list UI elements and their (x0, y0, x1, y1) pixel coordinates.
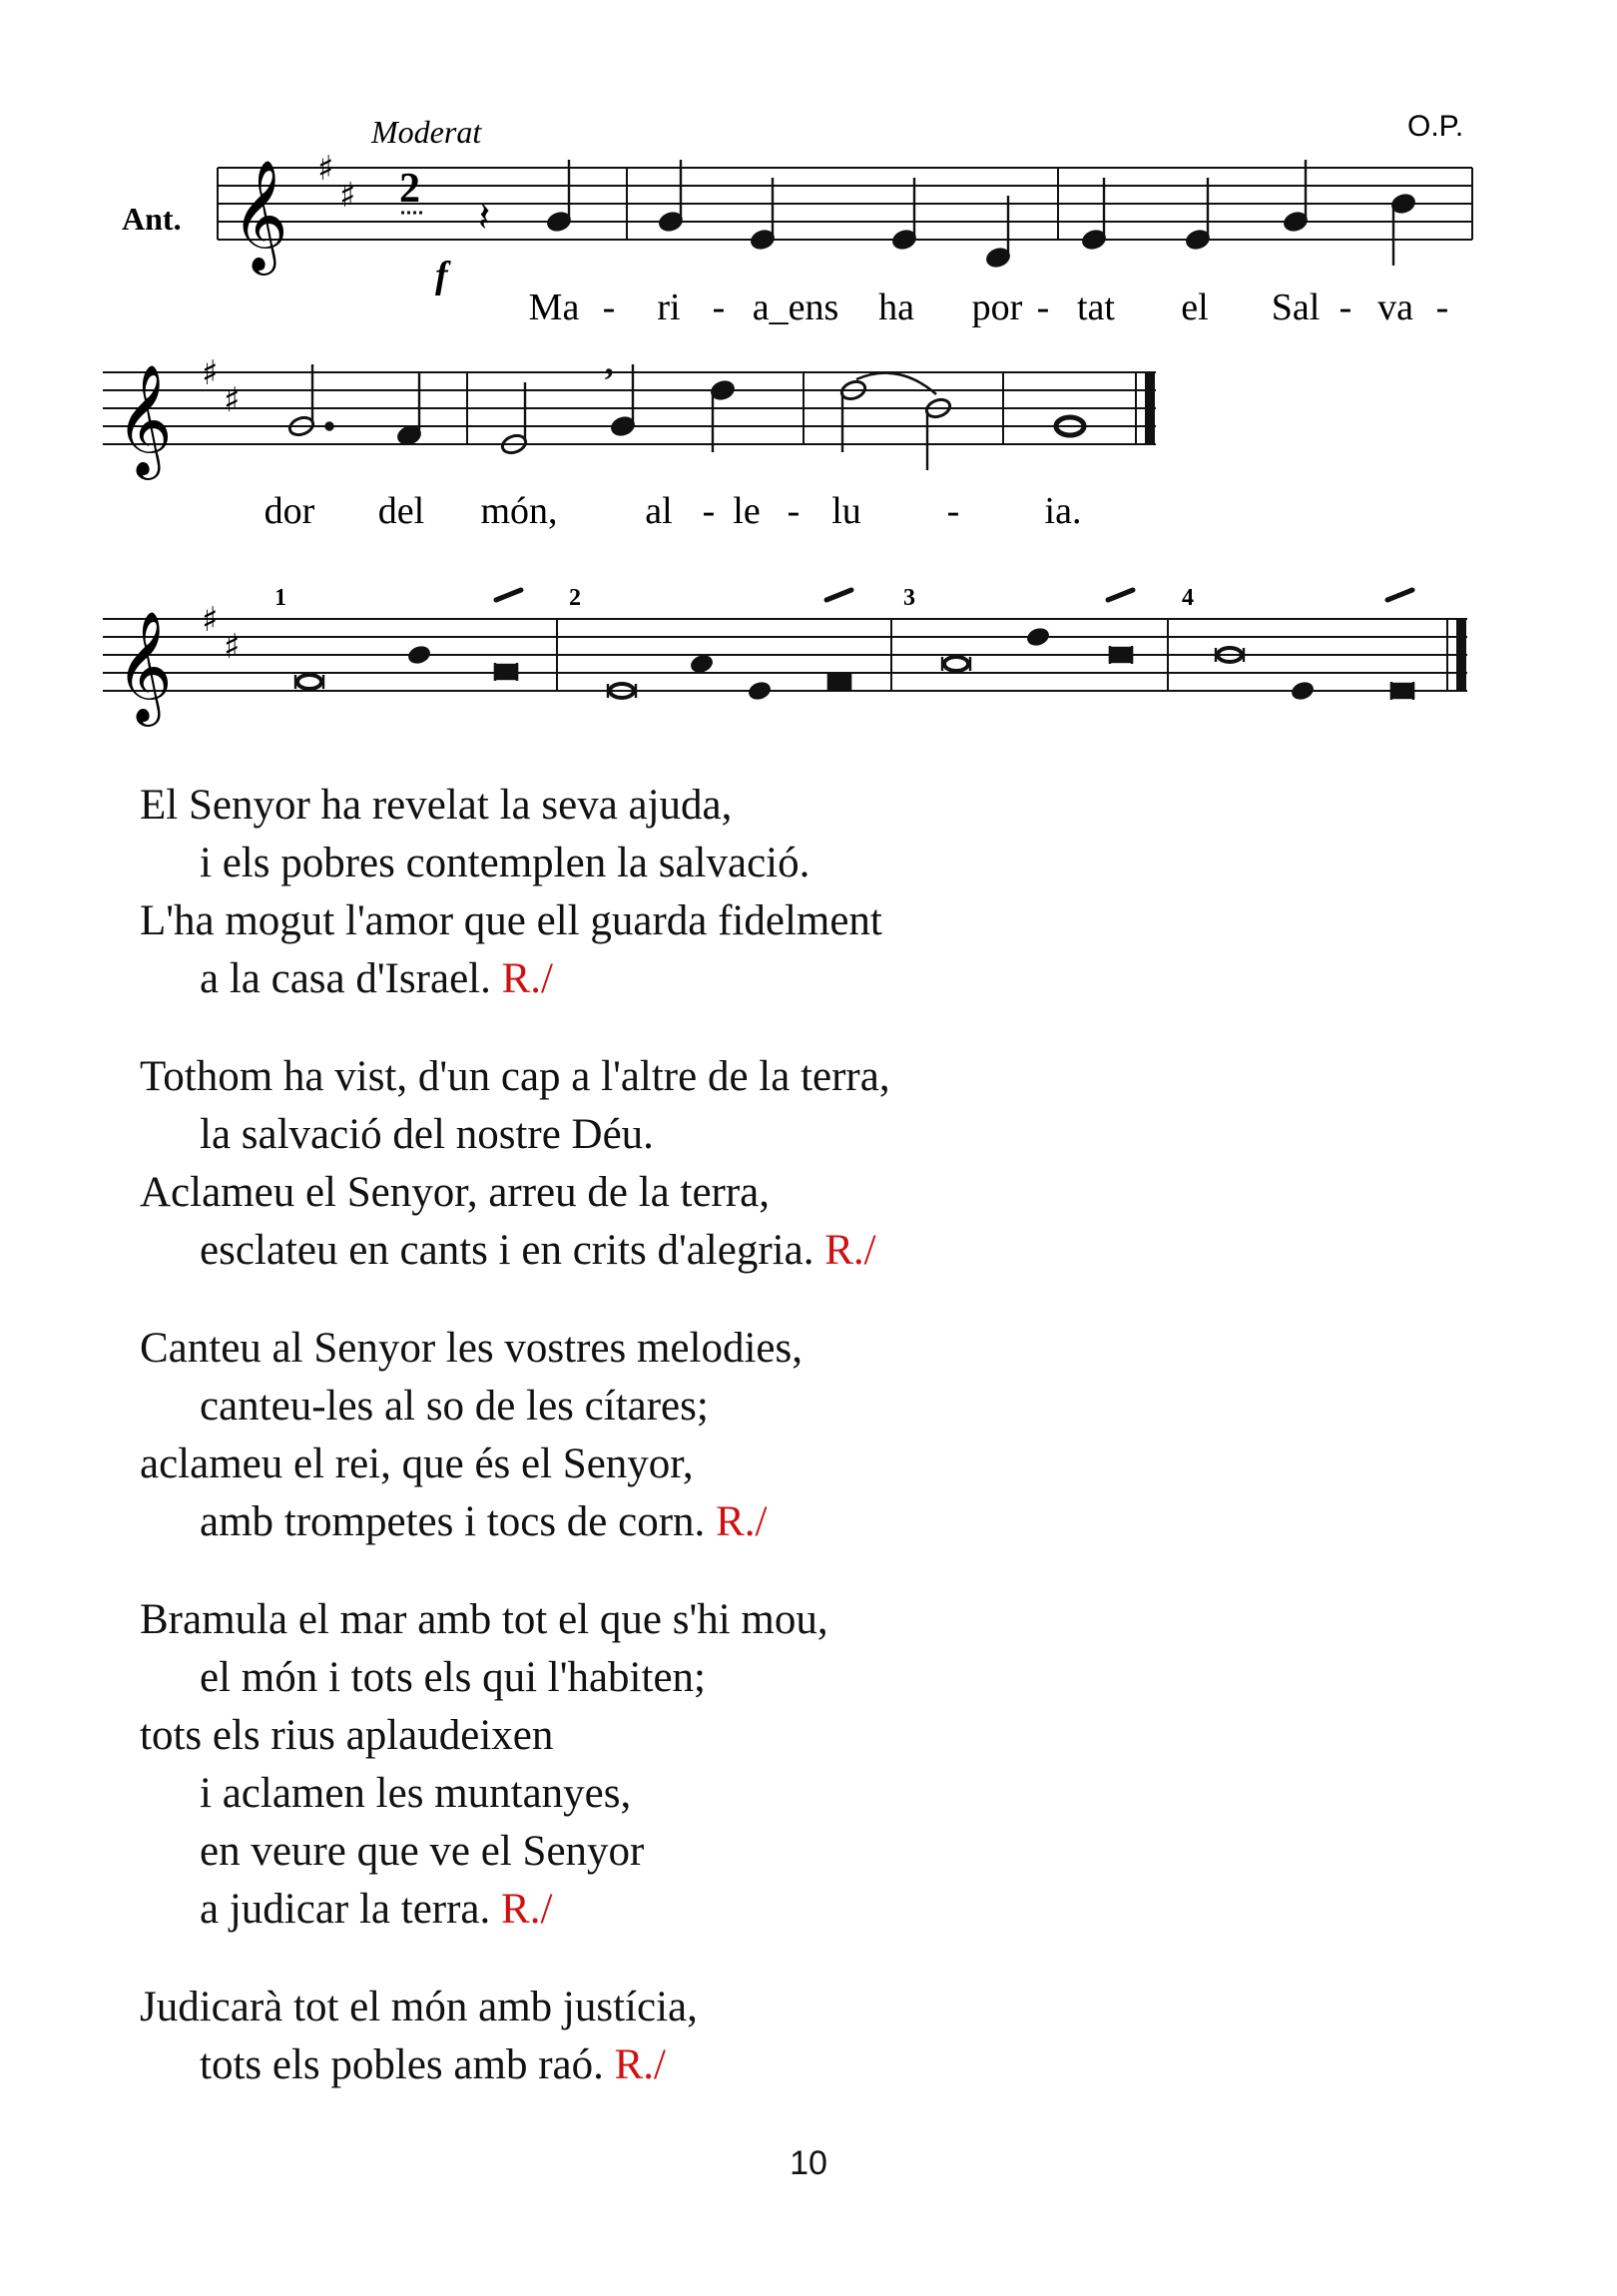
lyric-syllable: dor (264, 490, 315, 532)
verse-line: canteu-les al so de les cítares; (200, 1383, 709, 1430)
response-marker: R./ (716, 1498, 768, 1545)
verse-line: i els pobres contemplen la salvació. (200, 840, 810, 886)
verse-line: Tothom ha vist, d'un cap a l'altre de la terra, (140, 1053, 890, 1100)
lyric-syllable: - (602, 287, 616, 328)
breath-mark: ’ (603, 360, 615, 400)
tempo-marking: Moderat (371, 114, 482, 150)
verse-line: Canteu al Senyor les vostres melodies, (140, 1325, 803, 1372)
staff-3 (103, 619, 1467, 691)
dynamic-marking: f (435, 255, 448, 296)
verse-line: Bramula el mar amb tot el que s'hi mou, (140, 1596, 828, 1643)
response-marker: R./ (501, 955, 553, 1002)
svg-text:♯: ♯ (202, 353, 219, 393)
verse-line: a la casa d'Israel. R./ (200, 955, 553, 1002)
breve-note (828, 675, 850, 689)
svg-text:♯: ♯ (317, 149, 334, 189)
accent-marks (496, 590, 1412, 600)
lyric-syllable: le (733, 490, 761, 532)
verse-line: Judicarà tot el món amb justícia, (140, 1984, 698, 2030)
svg-text:♯: ♯ (224, 627, 241, 667)
note-head (748, 681, 772, 701)
tone-number: 3 (903, 585, 915, 611)
treble-clef-icon: 𝄞 (116, 363, 173, 475)
lyric-syllable: tat (1077, 287, 1115, 328)
lyric-syllable: va (1377, 287, 1413, 328)
final-barline (1456, 619, 1466, 692)
lyric-syllable: al (645, 490, 673, 532)
lyric-syllable: - (1435, 287, 1449, 328)
quarter-rest-icon: 𝄽 (478, 195, 491, 241)
verse-line: a judicar la terra. R./ (200, 1886, 553, 1933)
lyric-syllable: - (946, 490, 960, 532)
stanza (140, 1048, 1477, 1280)
note-head (1291, 681, 1315, 701)
verse-line: i aclamen les muntanyes, (200, 1770, 632, 1817)
verse-line: El Senyor ha revelat la seva ajuda, (140, 782, 733, 829)
breve-note (1391, 684, 1413, 698)
note-head (407, 645, 431, 665)
augmentation-dot (326, 423, 333, 430)
lyric-syllable: ri (657, 287, 681, 328)
final-barline (1145, 372, 1155, 445)
lyric-syllable: lu (831, 490, 861, 532)
verse-line: esclateu en cants i en crits d'alegria. R./ (200, 1227, 876, 1274)
key-signature (202, 600, 240, 667)
lyric-syllable: por (971, 287, 1023, 328)
stanza (140, 1979, 1477, 2094)
tone-number: 2 (569, 585, 581, 611)
lyric-syllable: ha (878, 287, 914, 328)
staff-2 (103, 372, 1156, 444)
response-marker: R./ (614, 2041, 666, 2088)
verse-line: en veure que ve el Senyor (200, 1828, 645, 1875)
svg-text:♯: ♯ (339, 176, 356, 216)
lyric-syllable: Sal (1271, 287, 1321, 328)
lyric-syllable: ia. (1044, 490, 1082, 532)
stanza (140, 777, 1477, 1008)
lyric-syllable: a_ens (752, 287, 839, 328)
tone-numbers (274, 585, 1194, 611)
score-svg (0, 0, 1617, 759)
page-number: 10 (790, 2144, 827, 2182)
lyrics-line-1 (529, 287, 1449, 328)
stanza (140, 1320, 1477, 1551)
response-marker: R./ (501, 1886, 553, 1933)
breve-note (297, 675, 321, 689)
verse-line: tots els pobles amb raó. R./ (200, 2041, 666, 2088)
composer-initials: O.P. (1407, 110, 1464, 143)
lyrics-line-2 (265, 490, 1082, 532)
verse-line: Aclameu el Senyor, arreu de la terra, (140, 1169, 771, 1216)
verse-line: amb trompetes i tocs de corn. R./ (200, 1498, 768, 1545)
tone-number: 1 (274, 585, 286, 611)
key-signature (317, 149, 355, 216)
breve-note (495, 665, 517, 679)
verse-line: el món i tots els qui l'habiten; (200, 1654, 706, 1701)
music-score (0, 0, 1617, 759)
svg-text:♯: ♯ (202, 600, 219, 640)
treble-clef-icon: 𝄞 (232, 159, 288, 271)
breve-note (1110, 648, 1132, 662)
lyric-syllable: - (1036, 287, 1050, 328)
time-signature: 2 (399, 166, 420, 212)
tone-number: 4 (1182, 585, 1194, 611)
notes-staff-2 (287, 360, 1084, 470)
treble-clef-icon: 𝄞 (116, 610, 173, 722)
note-head (690, 654, 714, 674)
notes-staff-3 (295, 627, 1413, 701)
lyric-syllable: - (1339, 287, 1352, 328)
svg-text:♯: ♯ (224, 380, 241, 420)
response-marker: R./ (824, 1227, 876, 1274)
lyric-syllable: del (377, 490, 425, 532)
verse-line: la salvació del nostre Déu. (200, 1111, 654, 1158)
notes-staff-1 (546, 160, 1416, 269)
lyric-syllable: - (712, 287, 726, 328)
lyric-syllable: món, (480, 490, 558, 532)
stanza (140, 1591, 1477, 1939)
breve-note (944, 657, 968, 671)
note-head (1026, 627, 1050, 647)
verse-line: aclameu el rei, que és el Senyor, (140, 1440, 694, 1487)
psalm-text (140, 777, 1477, 2134)
verse-line: tots els rius aplaudeixen (140, 1712, 554, 1759)
lyric-syllable: el (1181, 287, 1209, 328)
verse-line: L'ha mogut l'amor que ell guarda fidelment (140, 897, 882, 944)
lyric-syllable: Ma (528, 287, 580, 328)
part-label: Ant. (122, 201, 182, 237)
lyric-syllable: - (702, 490, 716, 532)
key-signature (202, 353, 240, 420)
lyric-syllable: - (787, 490, 801, 532)
